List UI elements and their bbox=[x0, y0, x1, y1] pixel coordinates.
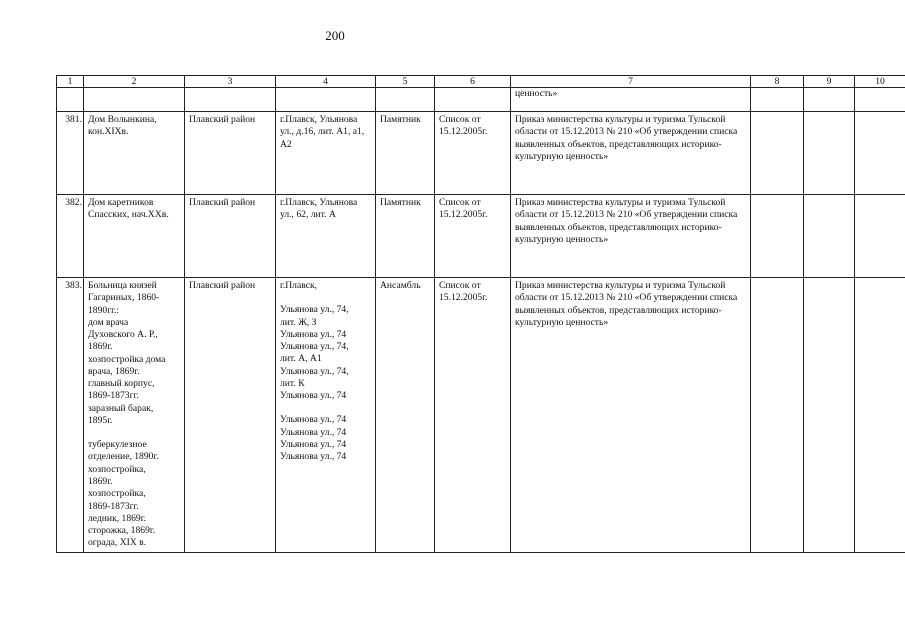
column-header: 2 bbox=[84, 76, 185, 88]
name-line: отделение, 1890г. bbox=[88, 451, 159, 463]
name-line: главный корпус, bbox=[88, 378, 155, 390]
name-line: хозпостройка, bbox=[88, 463, 146, 475]
name-line: дом врача bbox=[88, 316, 129, 328]
name-line: хозпостройка дома bbox=[88, 353, 166, 365]
name-line: туберкулезное bbox=[88, 439, 147, 451]
row-number: 381. bbox=[57, 112, 84, 195]
order-reference: Приказ министерства культуры и туризма Тульской области от 15.12.2013 № 210 «Об утверждении списка выявленных объектов, представляющих историко-культурную ценность» bbox=[511, 278, 751, 553]
list-reference: Список от 15.12.2005г. bbox=[435, 278, 511, 553]
name-line: заразный барак, bbox=[88, 402, 154, 414]
heritage-registry-table bbox=[56, 75, 905, 553]
address-spacer bbox=[280, 292, 371, 304]
name-line: Гагариных, 1860- bbox=[88, 292, 160, 304]
name-line: ограда, XIX в. bbox=[88, 537, 147, 549]
district: Плавский район bbox=[185, 278, 276, 553]
column-header: 8 bbox=[751, 76, 804, 88]
address: г.Плавск, Ульянова ул., д.16, лит. А1, а1, А2 bbox=[276, 112, 376, 195]
address-line: Ульянова ул., 74 bbox=[280, 438, 347, 450]
table-row bbox=[57, 112, 905, 195]
object-name: Дом Волынкина, кон.XIXв. bbox=[84, 112, 185, 195]
address-line: г.Плавск, bbox=[280, 280, 318, 291]
object-type: Ансамбль bbox=[376, 278, 435, 553]
name-line: 1869г. bbox=[88, 341, 113, 353]
name-line: 1869-1873гг. bbox=[88, 500, 139, 512]
name-line: Больница князей bbox=[88, 280, 157, 291]
order-reference: Приказ министерства культуры и туризма Тульской области от 15.12.2013 № 210 «Об утверждении списка выявленных объектов, представляющих историко-культурную ценность» bbox=[511, 112, 751, 195]
list-reference: Список от 15.12.2005г. bbox=[435, 195, 511, 278]
address-line: лит. Ж, З bbox=[280, 316, 317, 328]
name-line: 1869-1873гг. bbox=[88, 390, 139, 402]
name-line: Духовского А. Р., bbox=[88, 329, 158, 341]
column-10-cell bbox=[855, 278, 905, 553]
column-number-row bbox=[57, 76, 905, 88]
address-line: лит. А, А1 bbox=[280, 353, 322, 365]
address-line: Ульянова ул., 74 bbox=[280, 390, 347, 402]
object-type: Памятник bbox=[376, 112, 435, 195]
name-line: 1869г. bbox=[88, 475, 113, 487]
address-line: лит. К bbox=[280, 377, 305, 389]
column-9-cell bbox=[804, 195, 855, 278]
name-line: хозпостройка, bbox=[88, 488, 146, 500]
address-line: Ульянова ул., 74, bbox=[280, 304, 349, 316]
column-9-cell bbox=[804, 278, 855, 553]
continuation-text: ценность» bbox=[511, 88, 751, 112]
continuation-row bbox=[57, 88, 905, 112]
column-header: 5 bbox=[376, 76, 435, 88]
column-header: 6 bbox=[435, 76, 511, 88]
list-reference: Список от 15.12.2005г. bbox=[435, 112, 511, 195]
table-row bbox=[57, 278, 905, 553]
address-line: Ульянова ул., 74 bbox=[280, 414, 347, 426]
row-number: 383. bbox=[57, 278, 84, 553]
column-10-cell bbox=[855, 195, 905, 278]
page-number: 200 bbox=[325, 28, 345, 43]
address-line: Ульянова ул., 74, bbox=[280, 341, 349, 353]
district: Плавский район bbox=[185, 112, 276, 195]
district: Плавский район bbox=[185, 195, 276, 278]
name-line: сторожка, 1869г. bbox=[88, 525, 156, 537]
address-spacer bbox=[280, 402, 371, 414]
address: г.Плавск, Ульянова ул., 62, лит. А bbox=[276, 195, 376, 278]
name-line: ледник, 1869г. bbox=[88, 512, 146, 524]
column-header: 7 bbox=[511, 76, 751, 88]
column-header: 10 bbox=[855, 76, 905, 88]
column-header: 4 bbox=[276, 76, 376, 88]
order-reference: Приказ министерства культуры и туризма Тульской области от 15.12.2013 № 210 «Об утверждении списка выявленных объектов, представляющих историко-культурную ценность» bbox=[511, 195, 751, 278]
address-line: Ульянова ул., 74 bbox=[280, 426, 347, 438]
name-line: 1890гг.: bbox=[88, 304, 120, 316]
column-10-cell bbox=[855, 112, 905, 195]
column-header: 1 bbox=[57, 76, 84, 88]
object-name bbox=[84, 278, 185, 553]
address bbox=[276, 278, 376, 553]
object-name: Дом каретников Спасских, нач.XXв. bbox=[84, 195, 185, 278]
address-line: Ульянова ул., 74 bbox=[280, 328, 347, 340]
address-line: Ульянова ул., 74 bbox=[280, 451, 347, 463]
column-8-cell bbox=[751, 112, 804, 195]
name-line: врача, 1869г. bbox=[88, 365, 140, 377]
column-header: 3 bbox=[185, 76, 276, 88]
table-row bbox=[57, 195, 905, 278]
address-line: Ульянова ул., 74, bbox=[280, 365, 349, 377]
column-8-cell bbox=[751, 278, 804, 553]
object-type: Памятник bbox=[376, 195, 435, 278]
column-header: 9 bbox=[804, 76, 855, 88]
row-number: 382. bbox=[57, 195, 84, 278]
column-8-cell bbox=[751, 195, 804, 278]
name-spacer bbox=[88, 427, 180, 439]
column-9-cell bbox=[804, 112, 855, 195]
name-line: 1895г. bbox=[88, 414, 113, 426]
